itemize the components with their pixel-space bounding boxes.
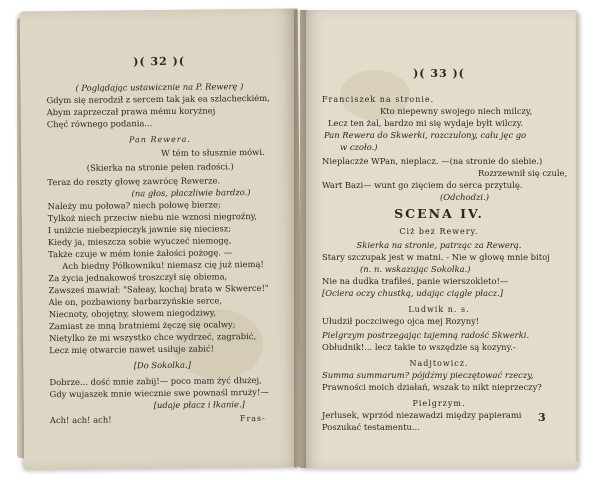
verse-line: Kto niepewny swojego niech milczy,: [380, 106, 533, 116]
scene-cast: Ciż bez Rewery.: [399, 227, 479, 236]
verse-line: Stary szczupak jest w matni. - Nie w głowę mnie bitoj: [322, 252, 550, 262]
verse-line: Kiedy ja, mieszcza sobie wyuczeć niemogę,: [47, 235, 232, 248]
stage-direction: Pan Rewera do Skwerki, rozczulony, cału jęc go: [324, 130, 527, 140]
verse-line: Dobrze... dość mnie zabij!— poco mam żyć dłużej,: [49, 374, 262, 388]
verse-line: Wart Bazi— wunt go zięciem do serca przytulę.: [322, 180, 523, 190]
stage-direction: (Odchodzi.): [440, 192, 490, 202]
verse-line: I uniżcie niebezpieczyk jawnie się nieciesz;: [47, 223, 232, 236]
verse-line: Gdy wujaszek mnie wiecznie swe pownaśl mruży!—: [49, 386, 269, 400]
stage-direction: Skierka na stronie, patrząc za Rewerą.: [356, 240, 522, 250]
verse-line: Nie na dudka trafiłeś, panie wierszokleto!—: [322, 276, 509, 286]
verse-line: Ale on, pozbawiony barbarzyńskie serce,: [48, 295, 223, 308]
verse-line: Chęć równego podania...: [46, 118, 153, 130]
verse-line: Poszukać testamentu...: [322, 422, 420, 432]
verse-line: Tylkoż niech przeciw niebu nie wznosi niegroźny,: [47, 210, 258, 224]
verse-line: Zamiast ze mną bratniemi żęczę się ocalwy;: [48, 319, 236, 332]
verse-line: Prawności moich działań, wszak to nikt nieprzeczy?: [322, 382, 542, 392]
verse-line: Ułudził poczciwego ojca mej Rozyny!: [322, 316, 480, 326]
speaker-name: Ludwik n. s.: [408, 305, 470, 314]
stage-direction: [Do Sokolka.]: [133, 359, 191, 371]
stage-direction: w czoło.): [340, 142, 378, 152]
stage-direction: ( Poglądając ustawicznie na P. Rewerę ): [75, 81, 244, 93]
verse-line: Summa summarum? pójdźmy pieczętować rzeczy,: [322, 370, 534, 380]
verse-line: Jerlusek, wprzód niezawadzi między papierami: [322, 410, 522, 420]
right-page-edges: [576, 14, 578, 460]
stage-direction: (n. n. wskazując Sokolka.): [360, 264, 471, 274]
verse-line: Teraz do reszty głowę zawrócę Rewerze.: [47, 175, 221, 188]
open-book: [22, 10, 578, 468]
page-number: )( 32 )(: [133, 54, 186, 69]
speaker-name: Franciszek na stronie.: [322, 95, 435, 104]
verse-line: Obłudnik!... lecz takie to wszędzie są kozyny.-: [322, 342, 516, 352]
verse-line: Lecz mię otwarcie nawet usiłuje zabić!: [49, 343, 215, 356]
stage-direction: Pielgrzym postrzegając tajemną radość Skwerki.: [322, 330, 530, 340]
verse-line: Lecz ten żal, bardzo mi się wydaje byłt wilczy.: [328, 118, 523, 128]
verse-line: Ach! ach! ach!: [49, 414, 112, 426]
verse-line: Rozrzewnił się czule,: [478, 168, 568, 178]
speaker-name: Nadjtowicz.: [409, 359, 469, 368]
stage-direction: [udaje płacz i łkanie.]: [153, 399, 245, 411]
verse-line: Także czuje w mém łonie żałości pożogę. —: [48, 247, 233, 260]
verse-line: Nietylko że mi wszystko chce wydrzeć, zagrabić,: [48, 331, 257, 344]
book-gutter: [294, 10, 306, 468]
verse-line: Gdym się nerodził z sercem tak jak ea szlacheckiém,: [46, 92, 270, 106]
verse-line: Abym zaprzeczał prawa mému koryżnej: [46, 105, 216, 118]
stage-direction: [Ociera oczy chustką, udając ciągle płacz.]: [322, 288, 504, 298]
speaker-name: Pan Rewera.: [128, 134, 191, 145]
verse-line: Niecnoty, obojętny, słowem niegodziwy,: [48, 307, 217, 320]
verse-line: W tém to słusznie mówi.: [161, 146, 265, 158]
verse-line: Ach biedny Półkowniku! niemasz cię już niemą!: [62, 258, 264, 272]
left-page: [20, 9, 303, 470]
stage-direction: (na głos, płaczliwie bardzo.): [131, 187, 251, 199]
scene-heading: SCENA IV.: [394, 206, 484, 221]
page-number: )( 33 )(: [413, 67, 465, 80]
right-page: [300, 10, 578, 468]
verse-line: Zawsześ mawiał: "Sałeay, kochaj brata w Skwerce!": [48, 282, 269, 296]
catchword: Fras-: [239, 413, 266, 424]
speaker-name: (Skierka na stronie pełen radości.): [86, 161, 234, 173]
speaker-name: Pielgrzym.: [412, 399, 466, 408]
verse-line: Za życia jednakowoś troszczył się obiema,: [48, 271, 228, 284]
signature-mark: 3: [538, 411, 546, 424]
verse-line: Należy mu połowa? niech połowę bierze;: [47, 199, 221, 212]
verse-line: Nieplaczże WPan, nieplacz. —(na stronie do siebie.): [322, 156, 543, 166]
